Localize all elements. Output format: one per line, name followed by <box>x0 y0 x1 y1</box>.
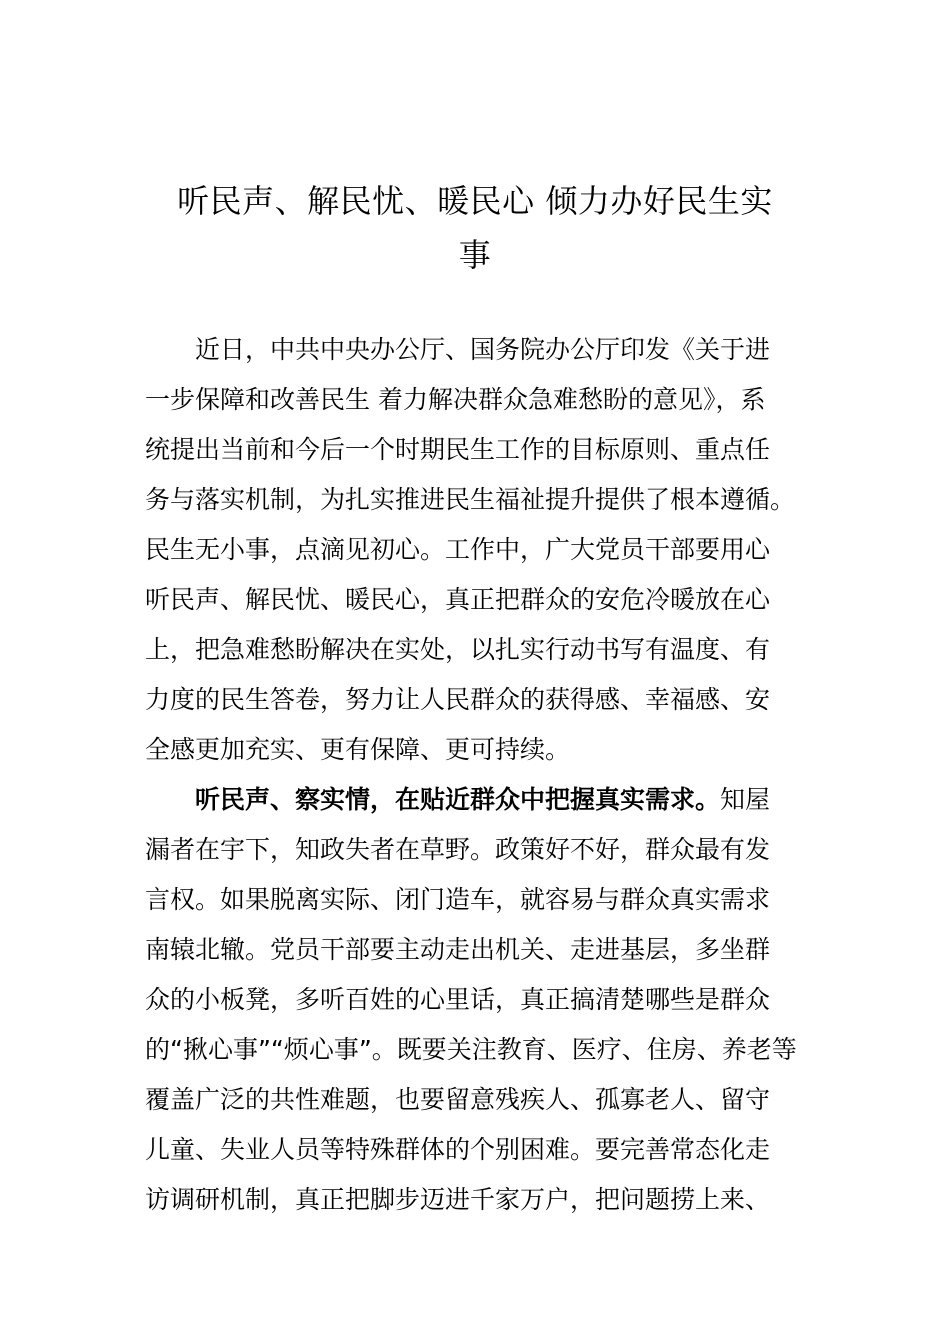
text-line: 言权。如果脱离实际、闭门造车，就容易与群众真实需求 <box>145 885 771 914</box>
document-body <box>145 325 805 1225</box>
paragraph-lead: 听民声、察实情，在贴近群众中把握真实需求。 <box>195 785 721 814</box>
text-line: 众的小板凳，多听百姓的心里话，真正搞清楚哪些是群众 <box>145 985 771 1014</box>
text-line: 漏者在宇下，知政失者在草野。政策好不好，群众最有发 <box>145 835 771 864</box>
text-line: 上，把急难愁盼解决在实处，以扎实行动书写有温度、有 <box>145 635 771 664</box>
text-line <box>145 775 805 825</box>
text-line: 统提出当前和今后一个时期民生工作的目标原则、重点任 <box>145 435 771 464</box>
text-line: 听民声、解民忧、暖民心，真正把群众的安危冷暖放在心 <box>145 585 771 614</box>
paragraph-1 <box>145 325 805 775</box>
text-line: 覆盖广泛的共性难题，也要留意残疾人、孤寡老人、留守 <box>145 1085 771 1114</box>
paragraph-2 <box>145 775 805 1225</box>
document-title <box>145 174 805 282</box>
text-line: 的“揪心事”“烦心事”。既要关注教育、医疗、住房、养老等 <box>145 1035 797 1064</box>
text-line: 南辕北辙。党员干部要主动走出机关、走进基层，多坐群 <box>145 935 771 964</box>
text-line: 全感更加充实、更有保障、更可持续。 <box>145 735 571 764</box>
text-line: 民生无小事，点滴见初心。工作中，广大党员干部要用心 <box>145 535 771 564</box>
title-line-1: 听民声、解民忧、暖民心 倾力办好民生实 <box>177 182 773 220</box>
paragraph-lead-rest: 知屋 <box>720 785 771 814</box>
text-line: 近日，中共中央办公厅、国务院办公厅印发《关于进 <box>195 335 771 364</box>
text-line: 一步保障和改善民生 着力解决群众急难愁盼的意见》，系 <box>145 385 766 414</box>
text-line: 儿童、失业人员等特殊群体的个别困难。要完善常态化走 <box>145 1135 771 1164</box>
text-line: 访调研机制，真正把脚步迈进千家万户，把问题捞上来、 <box>145 1185 771 1214</box>
text-line: 务与落实机制，为扎实推进民生福祉提升提供了根本遵循。 <box>145 485 796 514</box>
title-line-2: 事 <box>458 236 492 274</box>
text-line: 力度的民生答卷，努力让人民群众的获得感、幸福感、安 <box>145 685 771 714</box>
